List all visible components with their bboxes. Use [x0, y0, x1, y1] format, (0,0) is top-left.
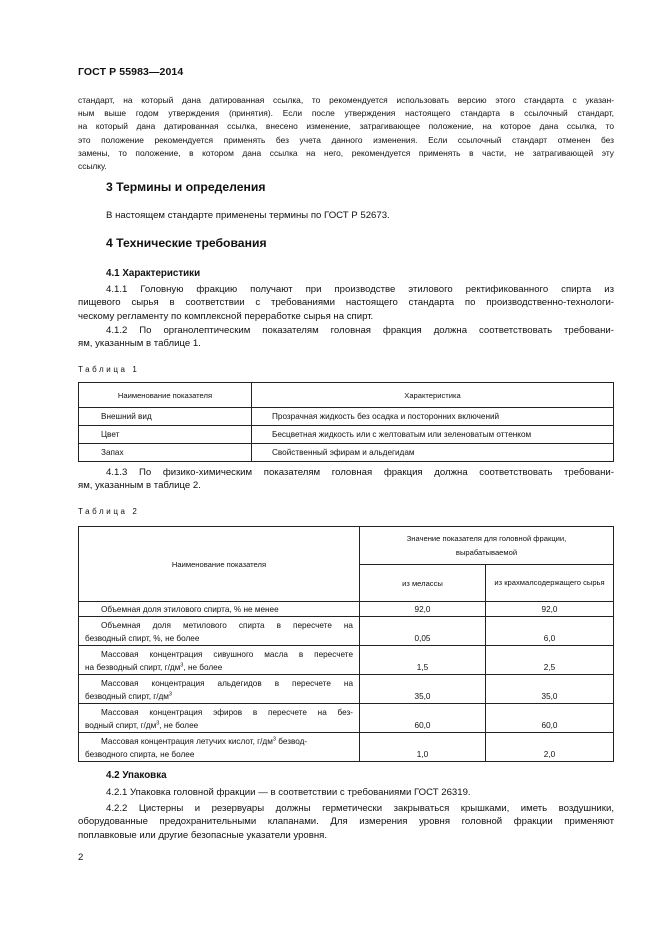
table-cell [79, 617, 360, 646]
table-cell [79, 675, 360, 704]
subsection-4-2-heading: 4.2 Упаковка [106, 770, 167, 781]
paragraph-line: пищевого сырья в соответствии с требованиями настоящего стандарта по производственно-технологи- [78, 297, 614, 309]
intro-line: замены, то положение, в котором дана ссылка на него, рекомендуется применять в части, не затрагивающей эту [78, 147, 614, 158]
section-3-text: В настоящем стандарте применены термины по ГОСТ Р 52673. [106, 210, 390, 221]
paragraph-line: поплавковые или другие безопасные указатели уровня. [78, 829, 328, 841]
table-cell: 2,0 [486, 733, 614, 762]
intro-paragraph [78, 94, 614, 173]
page-number: 2 [78, 852, 84, 863]
paragraph-4-2-2 [78, 802, 614, 842]
table-header-cell: из крахмалсодержащего сырья [486, 565, 614, 602]
table-row [79, 444, 614, 462]
table-row [79, 675, 614, 704]
superscript: 3 [180, 662, 184, 669]
table-cell: 1,5 [360, 646, 486, 675]
table-2 [78, 526, 614, 762]
subsection-4-1-heading: 4.1 Характеристики [106, 268, 201, 279]
table-cell: 6,0 [486, 617, 614, 646]
table-cell: 92,0 [360, 602, 486, 617]
table-cell: Прозрачная жидкость без осадка и посторонних включений [252, 408, 614, 426]
cell-line: Массовая концентрация сивушного масла в пересчете [101, 650, 353, 659]
paragraph-line: 4.1.1 Головную фракцию получают при производстве этилового ректификованного спирта из [106, 284, 614, 295]
cell-text: безвод- [275, 737, 308, 746]
paragraph-4-2-1: 4.2.1 Упаковка головной фракции — в соответствии с требованиями ГОСТ 26319. [106, 787, 471, 798]
table-row [79, 426, 614, 444]
paragraph-4-1-2 [78, 324, 614, 351]
cell-line [85, 690, 353, 703]
cell-line: Массовая концентрация альдегидов в пересчете на [101, 679, 353, 688]
section-3-heading: 3 Термины и определения [106, 180, 266, 194]
table-header-cell: Характеристика [252, 383, 614, 408]
paragraph-line: 4.1.2 По органолептическим показателям головная фракция должна соответствовать требовани- [106, 325, 614, 336]
cell-text: безводный спирт, г/дм [85, 692, 169, 701]
cell-line: Объемная доля метилового спирта в пересчете на [101, 621, 353, 630]
table-cell: Цвет [79, 426, 252, 444]
superscript: 3 [272, 736, 276, 743]
cell-text: Массовая концентрация летучих кислот, г/дм [101, 737, 273, 746]
paragraph-4-1-1 [78, 283, 614, 323]
cell-text: на безводный спирт, г/дм [85, 663, 181, 672]
paragraph-line: 4.2.2 Цистерны и резервуары должны герметически закрываться крышками, иметь воздушники, [106, 803, 614, 814]
cell-text: , не более [159, 721, 199, 730]
table-row [79, 602, 614, 617]
intro-line: ссылку. [78, 161, 107, 172]
cell-text: , не более [183, 663, 223, 672]
table-1-caption: Таблица 1 [78, 365, 140, 374]
paragraph-4-1-3 [78, 466, 614, 493]
table-cell: 1,0 [360, 733, 486, 762]
table-header-cell: Наименование показателя [79, 527, 360, 602]
superscript: 3 [168, 691, 173, 698]
table-cell: 2,5 [486, 646, 614, 675]
table-cell: Объемная доля этилового спирта, % не менее [79, 602, 360, 617]
superscript: 3 [156, 720, 160, 727]
table-row [79, 733, 614, 762]
table-cell: Свойственный эфирам и альдегидам [252, 444, 614, 462]
cell-line: Массовая концентрация эфиров в пересчете на без- [101, 708, 353, 717]
table-row [79, 617, 614, 646]
paragraph-line: ческому регламенту по комплексной переработке сырья на спирт. [78, 310, 374, 322]
table-cell [79, 733, 360, 762]
paragraph-line: ям, указанным в таблице 1. [78, 338, 201, 350]
table-row [79, 704, 614, 733]
table-cell: 0,05 [360, 617, 486, 646]
table-1 [78, 382, 614, 462]
intro-line: ным выше годом утверждения (принятия). Если после утверждения настоящего стандарта в ссылочный стандарт, [78, 108, 614, 119]
paragraph-line: ям, указанным в таблице 2. [78, 480, 201, 492]
table-cell: 35,0 [486, 675, 614, 704]
table-cell: Внешний вид [79, 408, 252, 426]
intro-line: это положение рекомендуется применять без учета данного изменения. Если ссылочный стандарт отменен без [78, 134, 614, 145]
cell-line [85, 735, 353, 748]
table-cell: 35,0 [360, 675, 486, 704]
table-cell: Запах [79, 444, 252, 462]
table-row [79, 646, 614, 675]
table-header-cell: из мелассы [360, 565, 486, 602]
cell-line [85, 719, 353, 732]
table-cell [79, 704, 360, 733]
table-cell: 60,0 [486, 704, 614, 733]
cell-text: водный спирт, г/дм [85, 721, 157, 730]
paragraph-line: 4.1.3 По физико-химическим показателям головная фракция должна соответствовать требовани- [106, 467, 614, 478]
intro-line: стандарт, на который дана датированная ссылка, то рекомендуется использовать версию этого стандарта с указан- [78, 95, 614, 105]
table-cell: 92,0 [486, 602, 614, 617]
cell-line: безводного спирта, не более [85, 750, 195, 759]
paragraph-line: оборудованные предохранительными клапанами. Для измерения уровня головной фракции применяют [78, 816, 614, 828]
section-4-heading: 4 Технические требования [106, 236, 267, 250]
table-cell [79, 646, 360, 675]
table-row [79, 408, 614, 426]
table-cell: 60,0 [360, 704, 486, 733]
cell-line: безводный спирт, %, не более [85, 634, 200, 643]
table-2-caption: Таблица 2 [78, 507, 140, 516]
table-header-cell: Значение показателя для головной фракции, вырабатываемой [360, 527, 614, 565]
cell-line [85, 661, 353, 674]
intro-line: на который дана датированная ссылка, внесено изменение, затрагивающее положение, на которое дана ссылка, то [78, 121, 614, 132]
table-cell: Бесцветная жидкость или с желтоватым или зеленоватым оттенком [252, 426, 614, 444]
table-header-cell: Наименование показателя [79, 383, 252, 408]
document-code: ГОСТ Р 55983—2014 [78, 66, 184, 78]
